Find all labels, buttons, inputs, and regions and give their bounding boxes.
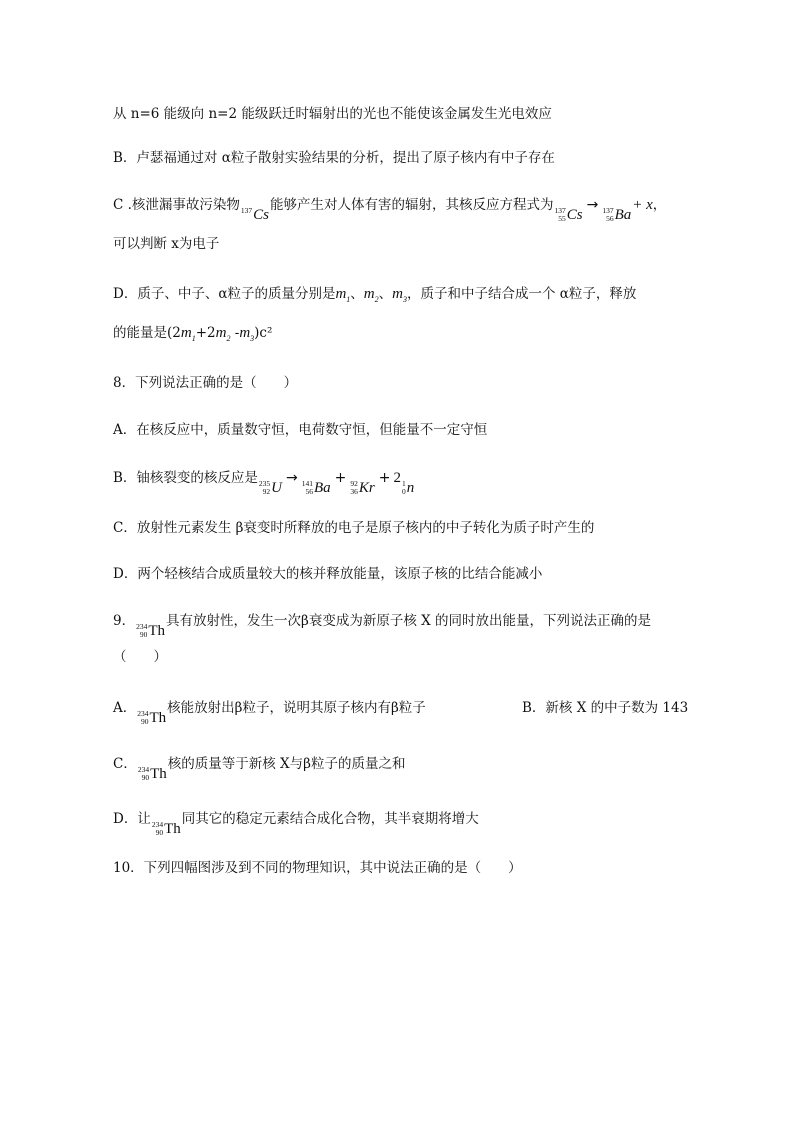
nuclide-th234 xyxy=(136,623,165,639)
charge-number: 56 xyxy=(606,214,614,223)
option-b-text: B．卢瑟福通过对 α粒子散射实验结果的分析，提出了原子核内有中子存在 xyxy=(113,150,555,166)
arrow-symbol: → xyxy=(586,197,599,213)
question-8-text: 8．下列说法正确的是（ ） xyxy=(113,375,298,391)
question-9-stem xyxy=(113,612,651,639)
element-symbol: Th xyxy=(149,710,167,726)
option-d-text-pre: D．质子、中子、α粒子的质量分别是 xyxy=(113,286,336,302)
nuclide-kr92 xyxy=(350,480,374,496)
option-a-continuation xyxy=(113,105,552,123)
question-8-option-d xyxy=(113,565,542,583)
element-symbol: Th xyxy=(150,766,167,782)
question-8-option-a xyxy=(113,421,487,439)
mass-symbol: m xyxy=(239,325,251,341)
option-text: C．放射性元素发生 β衰变时所释放的电子是原子核内的中子转化为质子时产生的 xyxy=(113,520,595,536)
mass-number: 92 xyxy=(350,479,358,488)
element-symbol: Ba xyxy=(614,207,632,223)
question-10-stem xyxy=(113,859,522,877)
mass-number: 234 xyxy=(137,709,149,718)
mass-symbol: m xyxy=(392,286,403,302)
element-symbol: Cs xyxy=(566,207,583,223)
question-10-text: 10．下列四幅图涉及到不同的物理知识，其中说法正确的是（ ） xyxy=(113,860,522,876)
energy-text-mid1: +2 xyxy=(195,325,216,341)
nuclide-th234 xyxy=(137,710,166,726)
mass-number: 137 xyxy=(240,206,253,215)
option-text: D．两个轻核结合成质量较大的核并释放能量，该原子核的比结合能减小 xyxy=(113,566,543,582)
charge-number: 56 xyxy=(305,487,313,496)
question-9-number: 9． xyxy=(113,613,136,629)
charge-number: 90 xyxy=(141,773,150,782)
charge-number: 36 xyxy=(350,487,358,496)
mass-subscript: 1 xyxy=(191,334,196,343)
question-9-option-d xyxy=(113,810,479,837)
option-text: 同其它的稳定元素结合成化合物，其半衰期将增大 xyxy=(181,811,479,827)
nuclide-th234 xyxy=(152,821,181,837)
plus-x: + x xyxy=(632,197,653,213)
nuclide-cs-eq xyxy=(555,207,583,223)
mass-number: 234 xyxy=(151,820,164,829)
separator: 、 xyxy=(350,286,364,302)
mass-symbol: m xyxy=(335,286,347,302)
charge-number: 55 xyxy=(558,214,566,223)
mass-m3 xyxy=(392,286,407,302)
option-d-masses xyxy=(113,285,636,309)
option-text: B．铀核裂变的核反应是 xyxy=(113,470,258,486)
element-symbol: Th xyxy=(164,821,181,837)
element-symbol: Ba xyxy=(314,480,331,496)
element-symbol: n xyxy=(406,480,415,496)
option-b-rutherford xyxy=(113,149,555,167)
nuclide-ba141 xyxy=(302,480,331,496)
mass-subscript: 3 xyxy=(402,295,407,304)
energy-text-post: )c² xyxy=(254,325,273,341)
option-text: 核能放射出β粒子，说明其原子核内有β粒子 xyxy=(167,700,426,716)
question-8-option-b xyxy=(113,469,415,496)
nuclide-neutron xyxy=(402,480,414,496)
question-9-text: 具有放射性，发生一次β衰变成为新原子核 X 的同时放出能量，下列说法正确的是 xyxy=(166,613,652,629)
mass-number: 234 xyxy=(136,622,148,631)
option-d-text-post: ，质子和中子结合成一个 α粒子，释放 xyxy=(406,286,637,302)
arrow-symbol: → xyxy=(286,470,298,486)
option-c-continuation xyxy=(113,235,219,253)
option-label: C． xyxy=(113,756,137,772)
mass-symbol: m xyxy=(215,325,227,341)
question-8-stem xyxy=(113,374,297,392)
mass-number: 137 xyxy=(602,206,614,215)
nuclide-ba-eq xyxy=(602,207,631,223)
option-c-text-pre: C .核泄漏事故污染物 xyxy=(113,197,240,213)
option-text: A．在核反应中，质量数守恒，电荷数守恒，但能量不一定守恒 xyxy=(113,422,488,438)
mass-subscript: 3 xyxy=(250,334,255,343)
mass-subscript: 1 xyxy=(346,295,351,304)
question-9-paren xyxy=(113,648,167,666)
mass-m2 xyxy=(216,325,231,341)
option-c-cesium xyxy=(113,196,666,223)
mass-number: 234 xyxy=(137,765,150,774)
nuclide-u235 xyxy=(259,480,282,496)
mass-subscript: 2 xyxy=(374,295,379,304)
energy-text-mid2: - xyxy=(230,325,240,341)
element-symbol: U xyxy=(271,480,283,496)
plus-symbol: + xyxy=(378,470,391,486)
energy-text-pre: 的能量是(2 xyxy=(113,325,181,341)
option-label: A． xyxy=(113,700,137,716)
mass-number: 1 xyxy=(401,479,406,488)
charge-number: 92 xyxy=(262,487,271,496)
option-text: B．新核 X 的中子数为 143 xyxy=(522,700,689,716)
mass-number: 141 xyxy=(301,479,313,488)
option-label: D．让 xyxy=(113,811,151,827)
nuclide-cs137 xyxy=(241,207,269,223)
question-8-option-c xyxy=(113,519,594,537)
mass-m2 xyxy=(364,286,379,302)
option-c-text-mid: 能够产生对人体有害的辐射，其核反应方程式为 xyxy=(270,197,554,213)
mass-number: 235 xyxy=(258,479,271,488)
answer-paren: （ ） xyxy=(113,649,167,665)
mass-m1 xyxy=(181,325,196,341)
mass-symbol: m xyxy=(363,286,375,302)
option-c-text-post: ， xyxy=(652,197,667,213)
nuclide-th234 xyxy=(138,766,167,782)
charge-number: 90 xyxy=(155,828,164,837)
mass-m1 xyxy=(335,286,350,302)
charge-number: 90 xyxy=(141,717,149,726)
question-9-option-c xyxy=(113,755,405,782)
element-symbol: Kr xyxy=(358,480,375,496)
option-a-continuation-text: 从 n=6 能级向 n=2 能级跃迁时辐射出的光也不能使该金属发生光电效应 xyxy=(113,106,552,122)
question-9-option-a xyxy=(113,699,426,726)
charge-number: 90 xyxy=(139,630,148,639)
option-c-continuation-text: 可以判断 x为电子 xyxy=(113,236,220,252)
option-text: 核的质量等于新核 X与β粒子的质量之和 xyxy=(167,756,406,772)
plus-symbol: + xyxy=(334,470,347,486)
element-symbol: Th xyxy=(148,623,166,639)
mass-m3 xyxy=(239,325,254,341)
question-9-option-b xyxy=(522,699,688,717)
element-symbol: Cs xyxy=(253,207,270,223)
coefficient: 2 xyxy=(393,470,401,486)
option-d-energy xyxy=(113,324,272,348)
separator: 、 xyxy=(378,286,393,302)
mass-subscript: 2 xyxy=(226,334,231,343)
mass-number: 137 xyxy=(554,206,566,215)
mass-symbol: m xyxy=(180,325,192,341)
charge-number: 0 xyxy=(401,487,406,496)
